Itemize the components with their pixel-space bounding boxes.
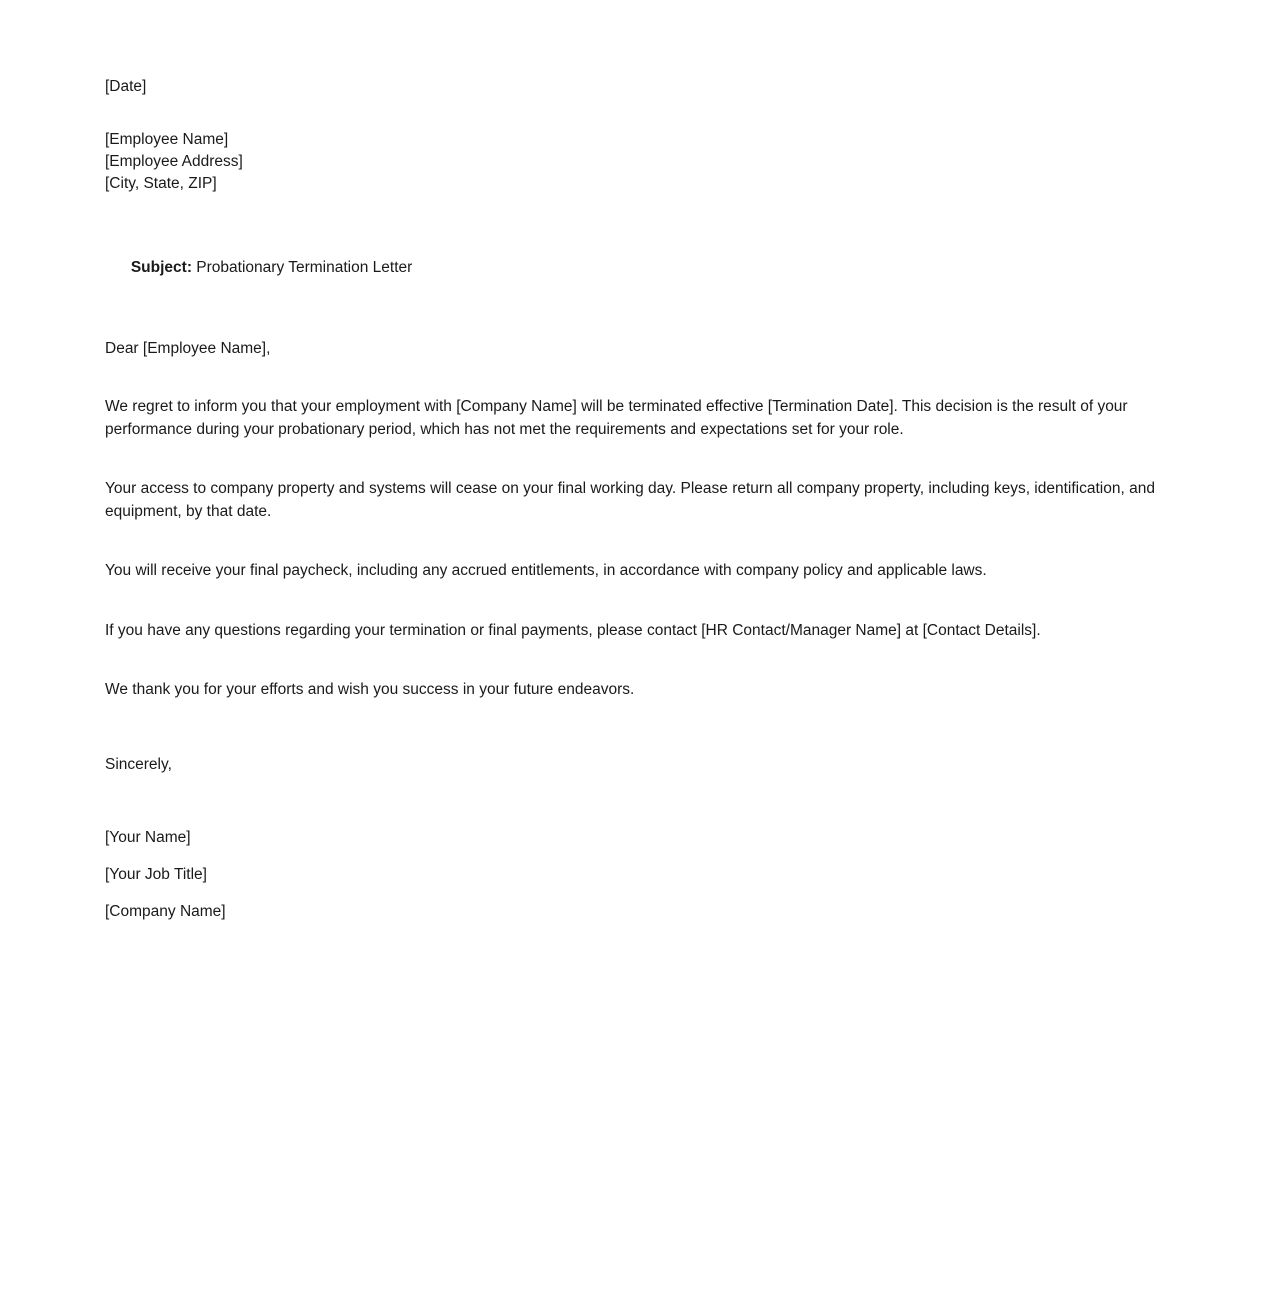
letter-document [105,76,1173,923]
recipient-address: [Employee Address] [105,153,243,170]
body-paragraph-4: If you have any questions regarding your termination or final payments, please contact [HR Contact/Manager Name] at [Contact Details]. [105,621,1041,639]
body-paragraph-2: Your access to company property and systems will cease on your final working day. Please return all company property, including keys, identification, and equipment, by that date. [105,480,1155,520]
signer-company: [Company Name] [105,902,226,920]
date-line: [Date] [105,78,147,95]
recipient-address-block [105,129,1173,195]
salutation: Dear [Employee Name], [105,340,271,357]
body-paragraph-5: We thank you for your efforts and wish you success in your future endeavors. [105,681,635,698]
recipient-city-state-zip: [City, State, ZIP] [105,175,217,192]
body-paragraph-1: We regret to inform you that your employment with [Company Name] will be terminated effective [Termination Date]. This decision is the result of your performance during your probationary period, which has not met the requirements and expectations set for your role. [105,398,1128,438]
signer-job-title: [Your Job Title] [105,865,207,883]
signer-name: [Your Name] [105,828,191,846]
subject-label: Subject: [130,259,192,276]
subject-line [105,235,1173,301]
body-paragraph-3: You will receive your final paycheck, including any accrued entitlements, in accordance with company policy and applicable laws. [105,562,987,579]
recipient-name: [Employee Name] [105,131,229,148]
signature-block [105,827,1173,923]
valediction: Sincerely, [105,755,172,773]
subject-value: Probationary Termination Letter [192,259,413,276]
